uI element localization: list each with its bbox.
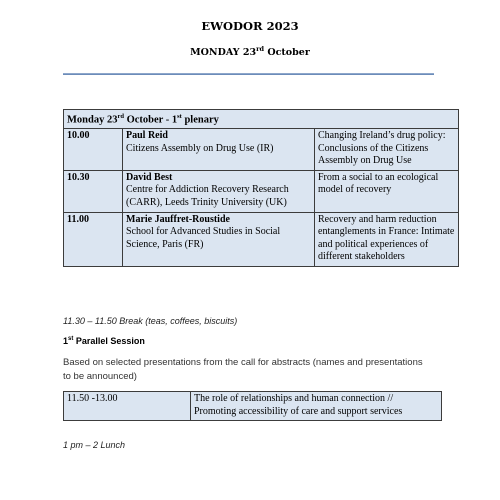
session-topic-line: The role of relationships and human connection //	[194, 393, 394, 404]
day-heading	[0, 45, 500, 58]
session-time: 11.50 -13.00	[64, 392, 191, 421]
session-label: Parallel Session	[73, 336, 145, 346]
row-time: 10.00	[64, 129, 123, 171]
speaker-affiliation: School for Advanced Studies in Social Science, Paris (FR)	[126, 226, 281, 250]
talk-title: Recovery and harm reduction entanglements in France: Intimate and political experiences of different stakeholders	[315, 212, 459, 266]
day-heading-rest: October	[264, 47, 310, 59]
table-row	[64, 212, 459, 266]
lunch-note: 1 pm – 2 Lunch	[63, 440, 126, 450]
caption-sup: rd	[117, 113, 124, 120]
caption-part: October - 1	[123, 114, 178, 126]
speaker-affiliation: Citizens Assembly on Drug Use (IR)	[126, 142, 274, 154]
day-heading-main: MONDAY 23	[190, 47, 257, 59]
row-speaker	[123, 212, 315, 266]
table-row	[64, 170, 459, 212]
speaker-affiliation: Centre for Addiction Recovery Research (CARR), Leeds Trinity University (UK)	[126, 184, 289, 209]
table-row	[64, 129, 459, 171]
row-time: 11.00	[64, 212, 123, 266]
plenary-table	[63, 109, 459, 267]
row-speaker	[123, 170, 315, 212]
session-topic	[191, 392, 442, 421]
row-speaker	[123, 129, 315, 171]
talk-title: From a social to an ecological model of recovery	[315, 170, 459, 212]
speaker-name: David Best	[126, 171, 173, 183]
header-divider	[63, 73, 434, 75]
break-note: 11.30 – 11.50 Break (teas, coffees, biscuits)	[63, 316, 238, 326]
plenary-caption-row	[64, 110, 459, 129]
table-row	[64, 392, 442, 421]
caption-part: Monday 23	[67, 114, 118, 126]
speaker-name: Marie Jauffret-Roustide	[126, 213, 230, 225]
talk-title: Changing Ireland’s drug policy: Conclusions of the Citizens Assembly on Drug Use	[315, 129, 459, 171]
session-num: 1	[63, 336, 69, 346]
parallel-session-table	[63, 391, 442, 421]
session-note: Based on selected presentations from the call for abstracts (names and presentations to be announced)	[63, 357, 423, 382]
caption-part: plenary	[181, 114, 219, 126]
session-topic-line: Promoting accessibility of care and support services	[194, 405, 403, 417]
plenary-caption	[64, 110, 459, 129]
row-time: 10.30	[64, 170, 123, 212]
event-title: EWODOR 2023	[201, 19, 299, 33]
day-heading-sup: rd	[256, 45, 265, 53]
session-sup: st	[68, 336, 74, 342]
caption-sup: st	[177, 113, 182, 120]
speaker-name: Paul Reid	[126, 130, 168, 142]
session-heading	[63, 336, 145, 346]
